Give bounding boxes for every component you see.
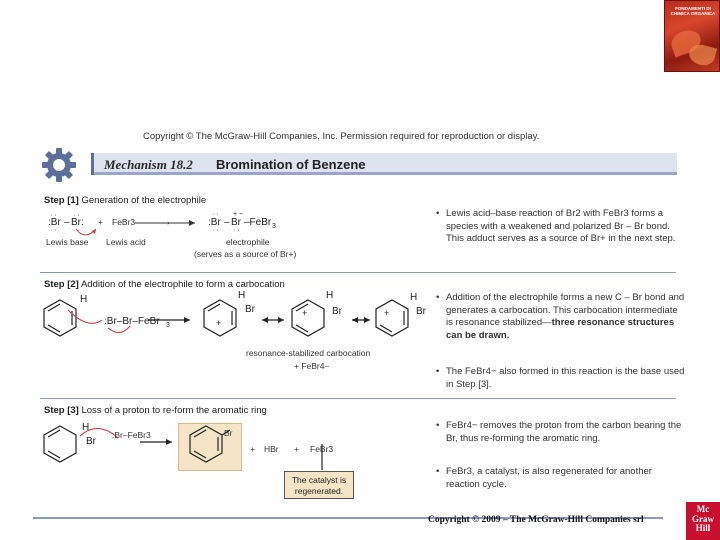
step1-label [44, 195, 206, 206]
lewis-acid-label: Lewis acid [106, 237, 146, 247]
step3-bullet-1: • FeBr4− removes the proton from the carbon bearing the Br, thus re-forming the aromatic ring. [436, 420, 682, 444]
step2-bullet-2: • The FeBr4− also formed in this reaction is the base used in Step [3]. [436, 366, 685, 390]
svg-text::Br–Br–FeBr: :Br–Br–FeBr [104, 316, 160, 327]
step1-number: Step [1] [44, 195, 79, 206]
svg-text:+ −: + − [233, 211, 244, 218]
step2-bullet-1: • Addition of the electrophile forms a new C – Br bond and generates a carbocation. This carbocation intermediate is resonance stabilized—three resonance structures can be drawn. [436, 292, 685, 341]
svg-text:–: – [64, 217, 70, 228]
svg-text:Br: Br [245, 304, 255, 315]
svg-text:+: + [302, 308, 308, 318]
step2-reaction [40, 290, 430, 350]
step2-label [44, 279, 285, 290]
svg-text:H: H [82, 422, 90, 433]
svg-text:Br: Br [332, 306, 342, 317]
book-cover-title: FONDAMENTI DI CHIMICA ORGANICA [670, 6, 716, 16]
svg-text:· ·: · · [212, 211, 219, 218]
svg-text:+: + [384, 308, 390, 318]
svg-text:H: H [410, 292, 418, 303]
svg-text:–FeBr: –FeBr [244, 217, 272, 228]
resonance-label: resonance-stabilized carbocation [246, 348, 371, 358]
step-divider-1 [40, 272, 676, 273]
step3-description: Loss of a proton to re-form the aromatic ring [81, 405, 267, 416]
step3-number: Step [3] [44, 405, 79, 416]
header-separator [91, 153, 94, 175]
step1-description: Generation of the electrophile [81, 195, 207, 206]
product-br: Br [224, 428, 233, 438]
mcgraw-hill-logo [686, 502, 720, 540]
step-divider-2 [40, 398, 676, 399]
svg-text:· ·: · · [233, 227, 240, 234]
lewis-base-label: Lewis base [46, 237, 89, 247]
svg-text:· ·: · · [73, 227, 80, 234]
step3-bullet-2: • FeBr3, a catalyst, is also regenerated for another reaction cycle. [436, 466, 652, 490]
svg-text:3: 3 [166, 322, 170, 329]
svg-text:· ·: · · [212, 227, 219, 234]
mechanism-label: Mechanism 18.2 [104, 157, 193, 172]
copyright-notice: Copyright © The McGraw-Hill Companies, Inc. Permission required for reproduction or display. [143, 131, 540, 142]
hbr-product: HBr [264, 444, 279, 454]
step3-plus: + [250, 444, 255, 454]
footer-copyright: Copyright © 2009 – The McGraw-Hill Companies srl [428, 515, 644, 525]
svg-text:→: → [160, 214, 172, 228]
step3-reagent: :Br–FeBr3 [112, 430, 151, 440]
svg-text:H: H [80, 294, 88, 305]
svg-text:Br: Br [231, 217, 241, 228]
electrophile-note: (serves as a source of Br+) [194, 249, 297, 259]
svg-text::Br: :Br [208, 217, 221, 228]
gear-icon [40, 146, 78, 184]
step1-plus: + [98, 217, 103, 227]
svg-text:Br:: Br: [71, 217, 84, 228]
step1-reagent: FeBr3 [112, 217, 136, 227]
febr4-byproduct: + FeBr4− [294, 361, 330, 371]
svg-text::Br: :Br [48, 217, 61, 228]
step2-description: Addition of the electrophile to form a carbocation [80, 279, 285, 290]
logo-text: Mc Graw Hill [692, 504, 714, 533]
svg-text:+: + [216, 318, 222, 328]
svg-text:· ·: · · [50, 227, 57, 234]
step3-label [44, 405, 267, 416]
step2-number: Step [2] [44, 279, 79, 290]
svg-text:3: 3 [272, 223, 276, 230]
book-cover-image [664, 0, 720, 72]
svg-text:H: H [326, 290, 334, 301]
svg-text:· ·: · · [73, 212, 80, 219]
svg-text:Br: Br [416, 306, 426, 317]
catalyst-note: The catalyst is regenerated. [284, 471, 354, 499]
svg-text:H: H [238, 290, 246, 301]
svg-text:Br: Br [86, 436, 96, 447]
svg-text:· ·: · · [50, 212, 57, 219]
svg-text:–: – [224, 217, 230, 228]
electrophile-label: electrophile [226, 237, 270, 247]
step1-bullet: • Lewis acid–base reaction of Br2 with FeBr3 forms a species with a weakened and polarized Br – Br bond. This adduct serves as a source of Br+ in the next step. [436, 208, 676, 244]
febr3-product: FeBr3 [310, 444, 334, 454]
step3-plus-2: + [294, 444, 299, 454]
mechanism-title: Bromination of Benzene [216, 157, 366, 172]
